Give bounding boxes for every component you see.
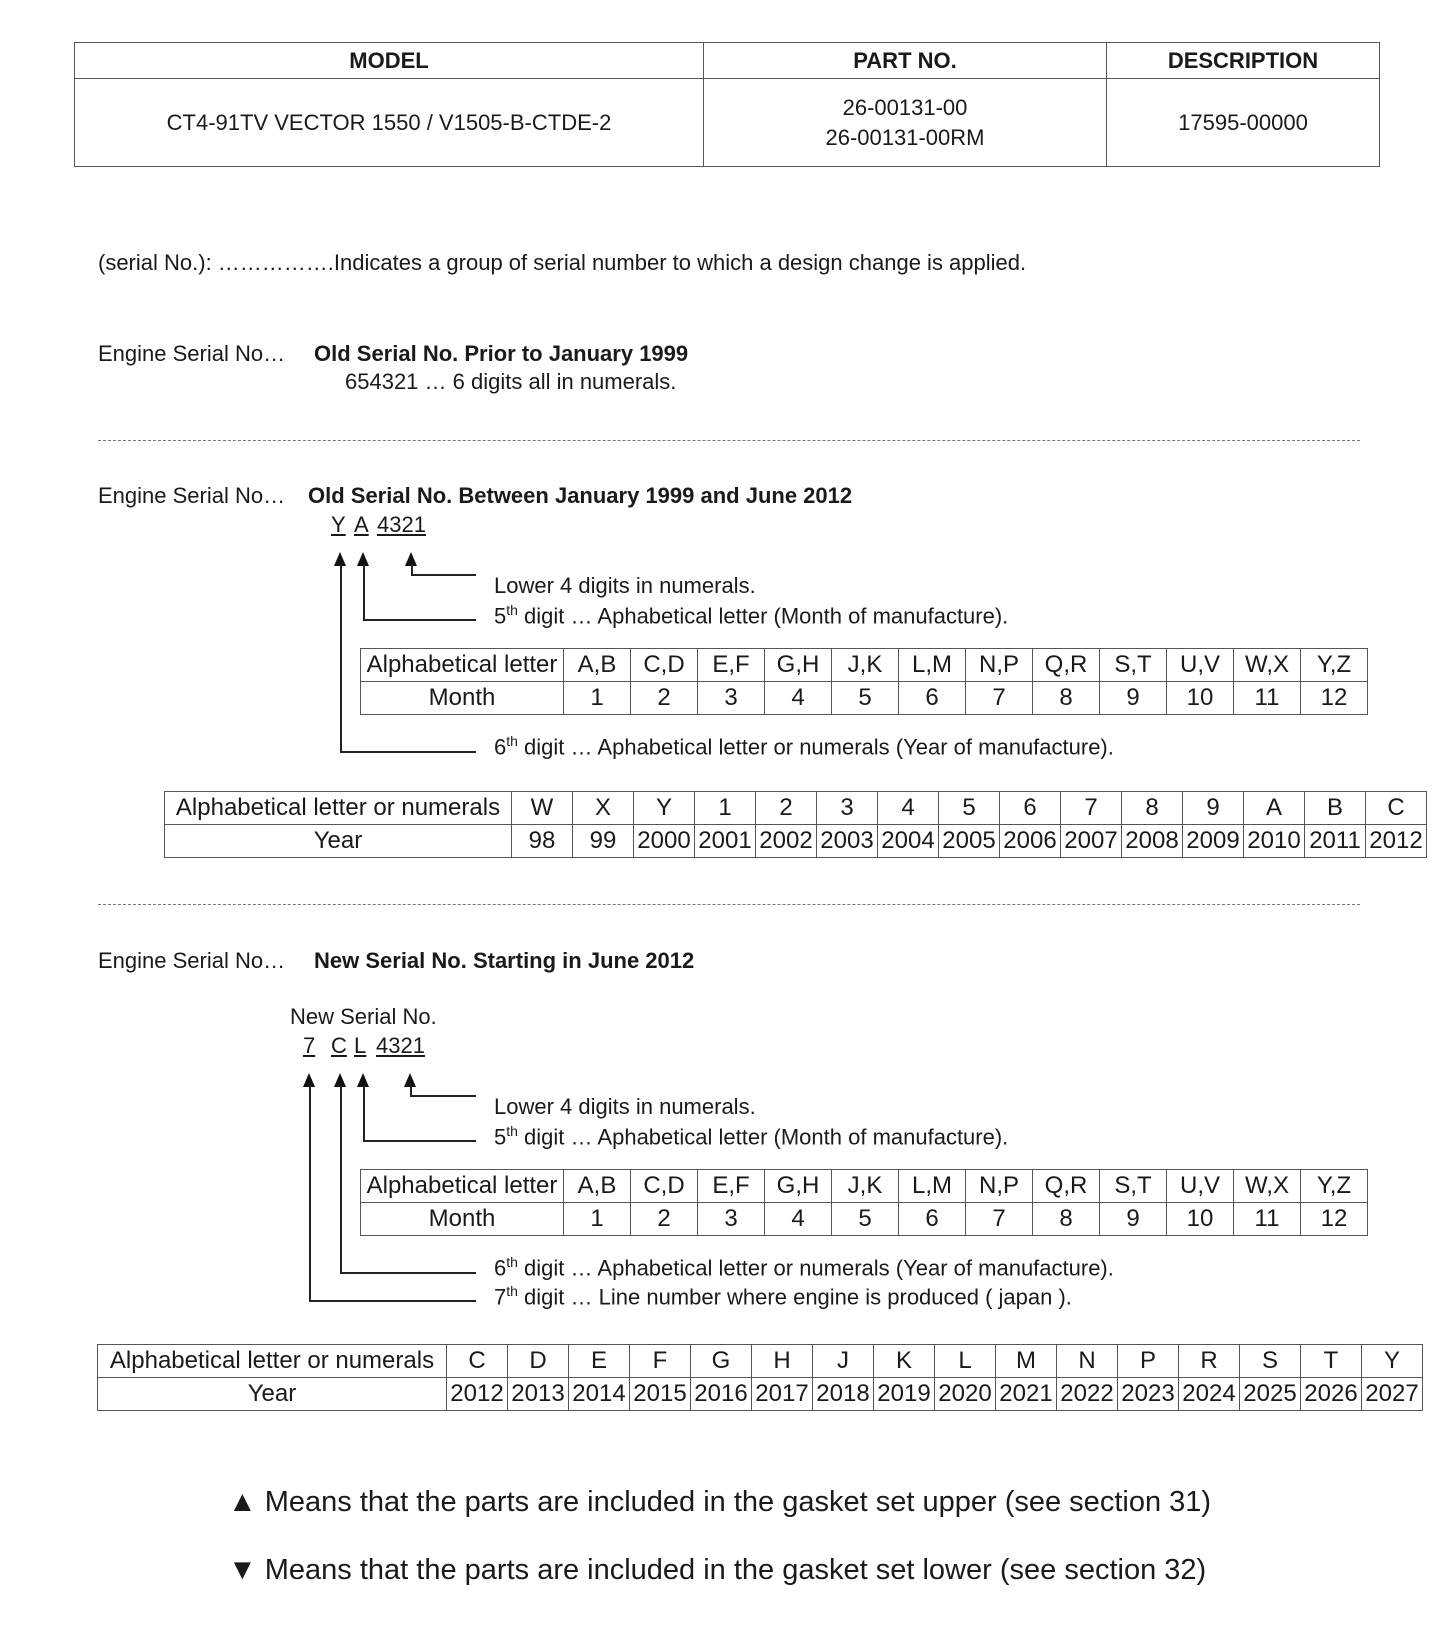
month-letter-cell: G,H bbox=[765, 1170, 832, 1203]
leader-line bbox=[340, 1272, 476, 1274]
year-code-cell: W bbox=[512, 792, 573, 825]
year-code-cell: 2 bbox=[756, 792, 817, 825]
year-code-cell: Y bbox=[1362, 1345, 1423, 1378]
leader-line bbox=[410, 1095, 476, 1097]
year-value-cell: 2010 bbox=[1244, 825, 1305, 858]
legend-lower bbox=[228, 1554, 1206, 1587]
month-value-cell: 9 bbox=[1100, 1203, 1167, 1236]
sixth-digit-note-new: 6th digit … Aphabetical letter or numerals (Year of manufacture). bbox=[494, 1254, 1114, 1281]
month-table bbox=[360, 648, 1368, 715]
month-value-cell: 8 bbox=[1033, 682, 1100, 715]
year-code-cell: 1 bbox=[695, 792, 756, 825]
year-value-cell: 2002 bbox=[756, 825, 817, 858]
engine-serial-label-1: Engine Serial No… bbox=[98, 341, 286, 366]
year-table-row-label: Alphabetical letter or numerals bbox=[98, 1345, 447, 1378]
part-number-1: 26-00131-00 bbox=[842, 94, 968, 120]
month-letter-cell: S,T bbox=[1100, 649, 1167, 682]
month-value-cell: 10 bbox=[1167, 682, 1234, 715]
year-code-cell: H bbox=[752, 1345, 813, 1378]
year-code-cell: A bbox=[1244, 792, 1305, 825]
leader-line bbox=[340, 1085, 342, 1274]
legend-upper bbox=[228, 1486, 1211, 1519]
year-code-cell: B bbox=[1305, 792, 1366, 825]
year-value-cell: 2001 bbox=[695, 825, 756, 858]
year-code-cell: 8 bbox=[1122, 792, 1183, 825]
month-value-cell: 3 bbox=[698, 682, 765, 715]
section-old-title: Old Serial No. Prior to January 1999 bbox=[314, 341, 689, 366]
year-code-cell: Y bbox=[634, 792, 695, 825]
month-value-cell: 3 bbox=[698, 1203, 765, 1236]
year-code-cell: 4 bbox=[878, 792, 939, 825]
month-letter-cell: U,V bbox=[1167, 1170, 1234, 1203]
month-value-cell: 2 bbox=[631, 1203, 698, 1236]
year-value-cell: 2009 bbox=[1183, 825, 1244, 858]
col-description-header: DESCRIPTION bbox=[1107, 43, 1380, 79]
year-code-cell: D bbox=[508, 1345, 569, 1378]
year-value-cell: 99 bbox=[573, 825, 634, 858]
year-value-cell: 2025 bbox=[1240, 1378, 1301, 1411]
month-value-cell: 7 bbox=[966, 682, 1033, 715]
part-number-2: 26-00131-00RM bbox=[825, 124, 985, 150]
year-code-cell: 3 bbox=[817, 792, 878, 825]
serial-char-a: A bbox=[354, 512, 369, 537]
leader-line bbox=[363, 1140, 476, 1142]
year-value-cell: 2017 bbox=[752, 1378, 813, 1411]
leader-line bbox=[309, 1300, 476, 1302]
month-letter-cell: Y,Z bbox=[1301, 1170, 1368, 1203]
month-value-cell: 5 bbox=[832, 1203, 899, 1236]
leader-line bbox=[363, 1085, 365, 1142]
year-table-row-label: Alphabetical letter or numerals bbox=[165, 792, 512, 825]
month-letter-cell: N,P bbox=[966, 1170, 1033, 1203]
year-code-cell: 5 bbox=[939, 792, 1000, 825]
serial-digits-new: 4321 bbox=[376, 1033, 425, 1058]
month-table-row-label: Alphabetical letter bbox=[361, 649, 564, 682]
year-value-cell: 2000 bbox=[634, 825, 695, 858]
col-model-header: MODEL bbox=[75, 43, 704, 79]
month-value-cell: 2 bbox=[631, 682, 698, 715]
year-code-cell: J bbox=[813, 1345, 874, 1378]
year-code-cell: G bbox=[691, 1345, 752, 1378]
month-letter-cell: W,X bbox=[1234, 649, 1301, 682]
month-table-row-label: Alphabetical letter bbox=[361, 1170, 564, 1203]
month-letter-cell: W,X bbox=[1234, 1170, 1301, 1203]
year-code-cell: M bbox=[996, 1345, 1057, 1378]
part-cell bbox=[704, 79, 1107, 167]
year-value-cell: 2014 bbox=[569, 1378, 630, 1411]
year-code-cell: 9 bbox=[1183, 792, 1244, 825]
serial-char-c: C bbox=[331, 1033, 347, 1058]
year-value-cell: 2019 bbox=[874, 1378, 935, 1411]
month-letter-cell: G,H bbox=[765, 649, 832, 682]
year-table-row-label: Year bbox=[165, 825, 512, 858]
year-code-cell: 6 bbox=[1000, 792, 1061, 825]
year-value-cell: 2027 bbox=[1362, 1378, 1423, 1411]
year-value-cell: 2015 bbox=[630, 1378, 691, 1411]
year-code-cell: L bbox=[935, 1345, 996, 1378]
year-table-old bbox=[164, 791, 1427, 858]
col-part-header: PART NO. bbox=[704, 43, 1107, 79]
month-value-cell: 6 bbox=[899, 1203, 966, 1236]
seventh-digit-note: 7th digit … Line number where engine is produced ( japan ). bbox=[494, 1283, 1072, 1310]
month-letter-cell: E,F bbox=[698, 649, 765, 682]
month-letter-cell: J,K bbox=[832, 1170, 899, 1203]
year-value-cell: 2012 bbox=[1366, 825, 1427, 858]
year-code-cell: E bbox=[569, 1345, 630, 1378]
month-letter-cell: N,P bbox=[966, 649, 1033, 682]
month-letter-cell: A,B bbox=[564, 1170, 631, 1203]
month-letter-cell: C,D bbox=[631, 1170, 698, 1203]
year-value-cell: 2005 bbox=[939, 825, 1000, 858]
month-letter-cell: A,B bbox=[564, 649, 631, 682]
month-value-cell: 12 bbox=[1301, 1203, 1368, 1236]
section-old-desc: 654321 … 6 digits all in numerals. bbox=[345, 369, 677, 394]
year-value-cell: 2007 bbox=[1061, 825, 1122, 858]
year-value-cell: 2021 bbox=[996, 1378, 1057, 1411]
month-value-cell: 4 bbox=[765, 1203, 832, 1236]
month-table-new bbox=[360, 1169, 1368, 1236]
leader-line bbox=[309, 1085, 311, 1302]
month-letter-cell: C,D bbox=[631, 649, 698, 682]
month-letter-cell: L,M bbox=[899, 649, 966, 682]
fifth-digit-note-new: 5th digit … Aphabetical letter (Month of manufacture). bbox=[494, 1123, 1009, 1150]
section-new-title: New Serial No. Starting in June 2012 bbox=[314, 948, 695, 973]
month-table-row-label: Month bbox=[361, 682, 564, 715]
fifth-digit-note: 5th digit … Aphabetical letter (Month of manufacture). bbox=[494, 602, 1009, 629]
year-table-new bbox=[97, 1344, 1423, 1411]
year-code-cell: R bbox=[1179, 1345, 1240, 1378]
year-table-row-label: Year bbox=[98, 1378, 447, 1411]
year-value-cell: 2016 bbox=[691, 1378, 752, 1411]
year-code-cell: 7 bbox=[1061, 792, 1122, 825]
month-letter-cell: E,F bbox=[698, 1170, 765, 1203]
month-table-row-label: Month bbox=[361, 1203, 564, 1236]
year-code-cell: X bbox=[573, 792, 634, 825]
description-cell: 17595-00000 bbox=[1107, 79, 1380, 167]
divider-2 bbox=[98, 904, 1360, 905]
month-value-cell: 5 bbox=[832, 682, 899, 715]
year-code-cell: K bbox=[874, 1345, 935, 1378]
year-value-cell: 2004 bbox=[878, 825, 939, 858]
month-value-cell: 11 bbox=[1234, 682, 1301, 715]
divider-1 bbox=[98, 440, 1360, 441]
lower-digits-note-new: Lower 4 digits in numerals. bbox=[494, 1094, 756, 1119]
month-value-cell: 1 bbox=[564, 682, 631, 715]
serial-note: (serial No.): …………….Indicates a group of serial number to which a design change is applied. bbox=[98, 250, 1027, 275]
year-code-cell: P bbox=[1118, 1345, 1179, 1378]
month-value-cell: 6 bbox=[899, 682, 966, 715]
leader-line bbox=[340, 564, 342, 753]
year-value-cell: 2006 bbox=[1000, 825, 1061, 858]
serial-char-l: L bbox=[354, 1033, 367, 1058]
year-code-cell: C bbox=[447, 1345, 508, 1378]
month-value-cell: 10 bbox=[1167, 1203, 1234, 1236]
year-code-cell: C bbox=[1366, 792, 1427, 825]
month-letter-cell: Q,R bbox=[1033, 649, 1100, 682]
model-cell: CT4-91TV VECTOR 1550 / V1505-B-CTDE-2 bbox=[75, 79, 704, 167]
month-letter-cell: J,K bbox=[832, 649, 899, 682]
month-value-cell: 9 bbox=[1100, 682, 1167, 715]
month-letter-cell: Y,Z bbox=[1301, 649, 1368, 682]
month-value-cell: 4 bbox=[765, 682, 832, 715]
serial-char-7: 7 bbox=[303, 1033, 316, 1058]
serial-char-y: Y bbox=[331, 512, 346, 537]
month-letter-cell: L,M bbox=[899, 1170, 966, 1203]
leader-line bbox=[363, 619, 476, 621]
month-value-cell: 12 bbox=[1301, 682, 1368, 715]
section-mid-title: Old Serial No. Between January 1999 and June 2012 bbox=[308, 483, 853, 508]
month-value-cell: 7 bbox=[966, 1203, 1033, 1236]
year-value-cell: 2012 bbox=[447, 1378, 508, 1411]
leader-line bbox=[411, 574, 476, 576]
triangle-down-icon: ▼ bbox=[228, 1554, 257, 1586]
engine-serial-label-3: Engine Serial No… bbox=[98, 948, 286, 973]
year-value-cell: 2020 bbox=[935, 1378, 996, 1411]
year-value-cell: 2018 bbox=[813, 1378, 874, 1411]
month-letter-cell: Q,R bbox=[1033, 1170, 1100, 1203]
serial-digits: 4321 bbox=[377, 512, 426, 537]
year-value-cell: 2026 bbox=[1301, 1378, 1362, 1411]
new-serial-caption: New Serial No. bbox=[290, 1004, 437, 1029]
legend-lower-text: Means that the parts are included in the gasket set lower (see section 32) bbox=[256, 1554, 1207, 1586]
triangle-up-icon: ▲ bbox=[228, 1486, 257, 1518]
year-value-cell: 2023 bbox=[1118, 1378, 1179, 1411]
month-letter-cell: U,V bbox=[1167, 649, 1234, 682]
year-value-cell: 98 bbox=[512, 825, 573, 858]
year-code-cell: S bbox=[1240, 1345, 1301, 1378]
year-value-cell: 2024 bbox=[1179, 1378, 1240, 1411]
year-value-cell: 2013 bbox=[508, 1378, 569, 1411]
engine-serial-label-2: Engine Serial No… bbox=[98, 483, 286, 508]
year-value-cell: 2008 bbox=[1122, 825, 1183, 858]
year-code-cell: N bbox=[1057, 1345, 1118, 1378]
month-value-cell: 8 bbox=[1033, 1203, 1100, 1236]
model-part-table bbox=[74, 42, 1380, 167]
leader-line bbox=[340, 751, 476, 753]
lower-digits-note: Lower 4 digits in numerals. bbox=[494, 573, 756, 598]
year-code-cell: T bbox=[1301, 1345, 1362, 1378]
year-code-cell: F bbox=[630, 1345, 691, 1378]
year-value-cell: 2022 bbox=[1057, 1378, 1118, 1411]
legend-upper-text: Means that the parts are included in the gasket set upper (see section 31) bbox=[256, 1486, 1212, 1518]
leader-line bbox=[363, 564, 365, 621]
month-value-cell: 1 bbox=[564, 1203, 631, 1236]
month-letter-cell: S,T bbox=[1100, 1170, 1167, 1203]
year-value-cell: 2011 bbox=[1305, 825, 1366, 858]
sixth-digit-note: 6th digit … Aphabetical letter or numerals (Year of manufacture). bbox=[494, 733, 1114, 760]
month-value-cell: 11 bbox=[1234, 1203, 1301, 1236]
year-value-cell: 2003 bbox=[817, 825, 878, 858]
